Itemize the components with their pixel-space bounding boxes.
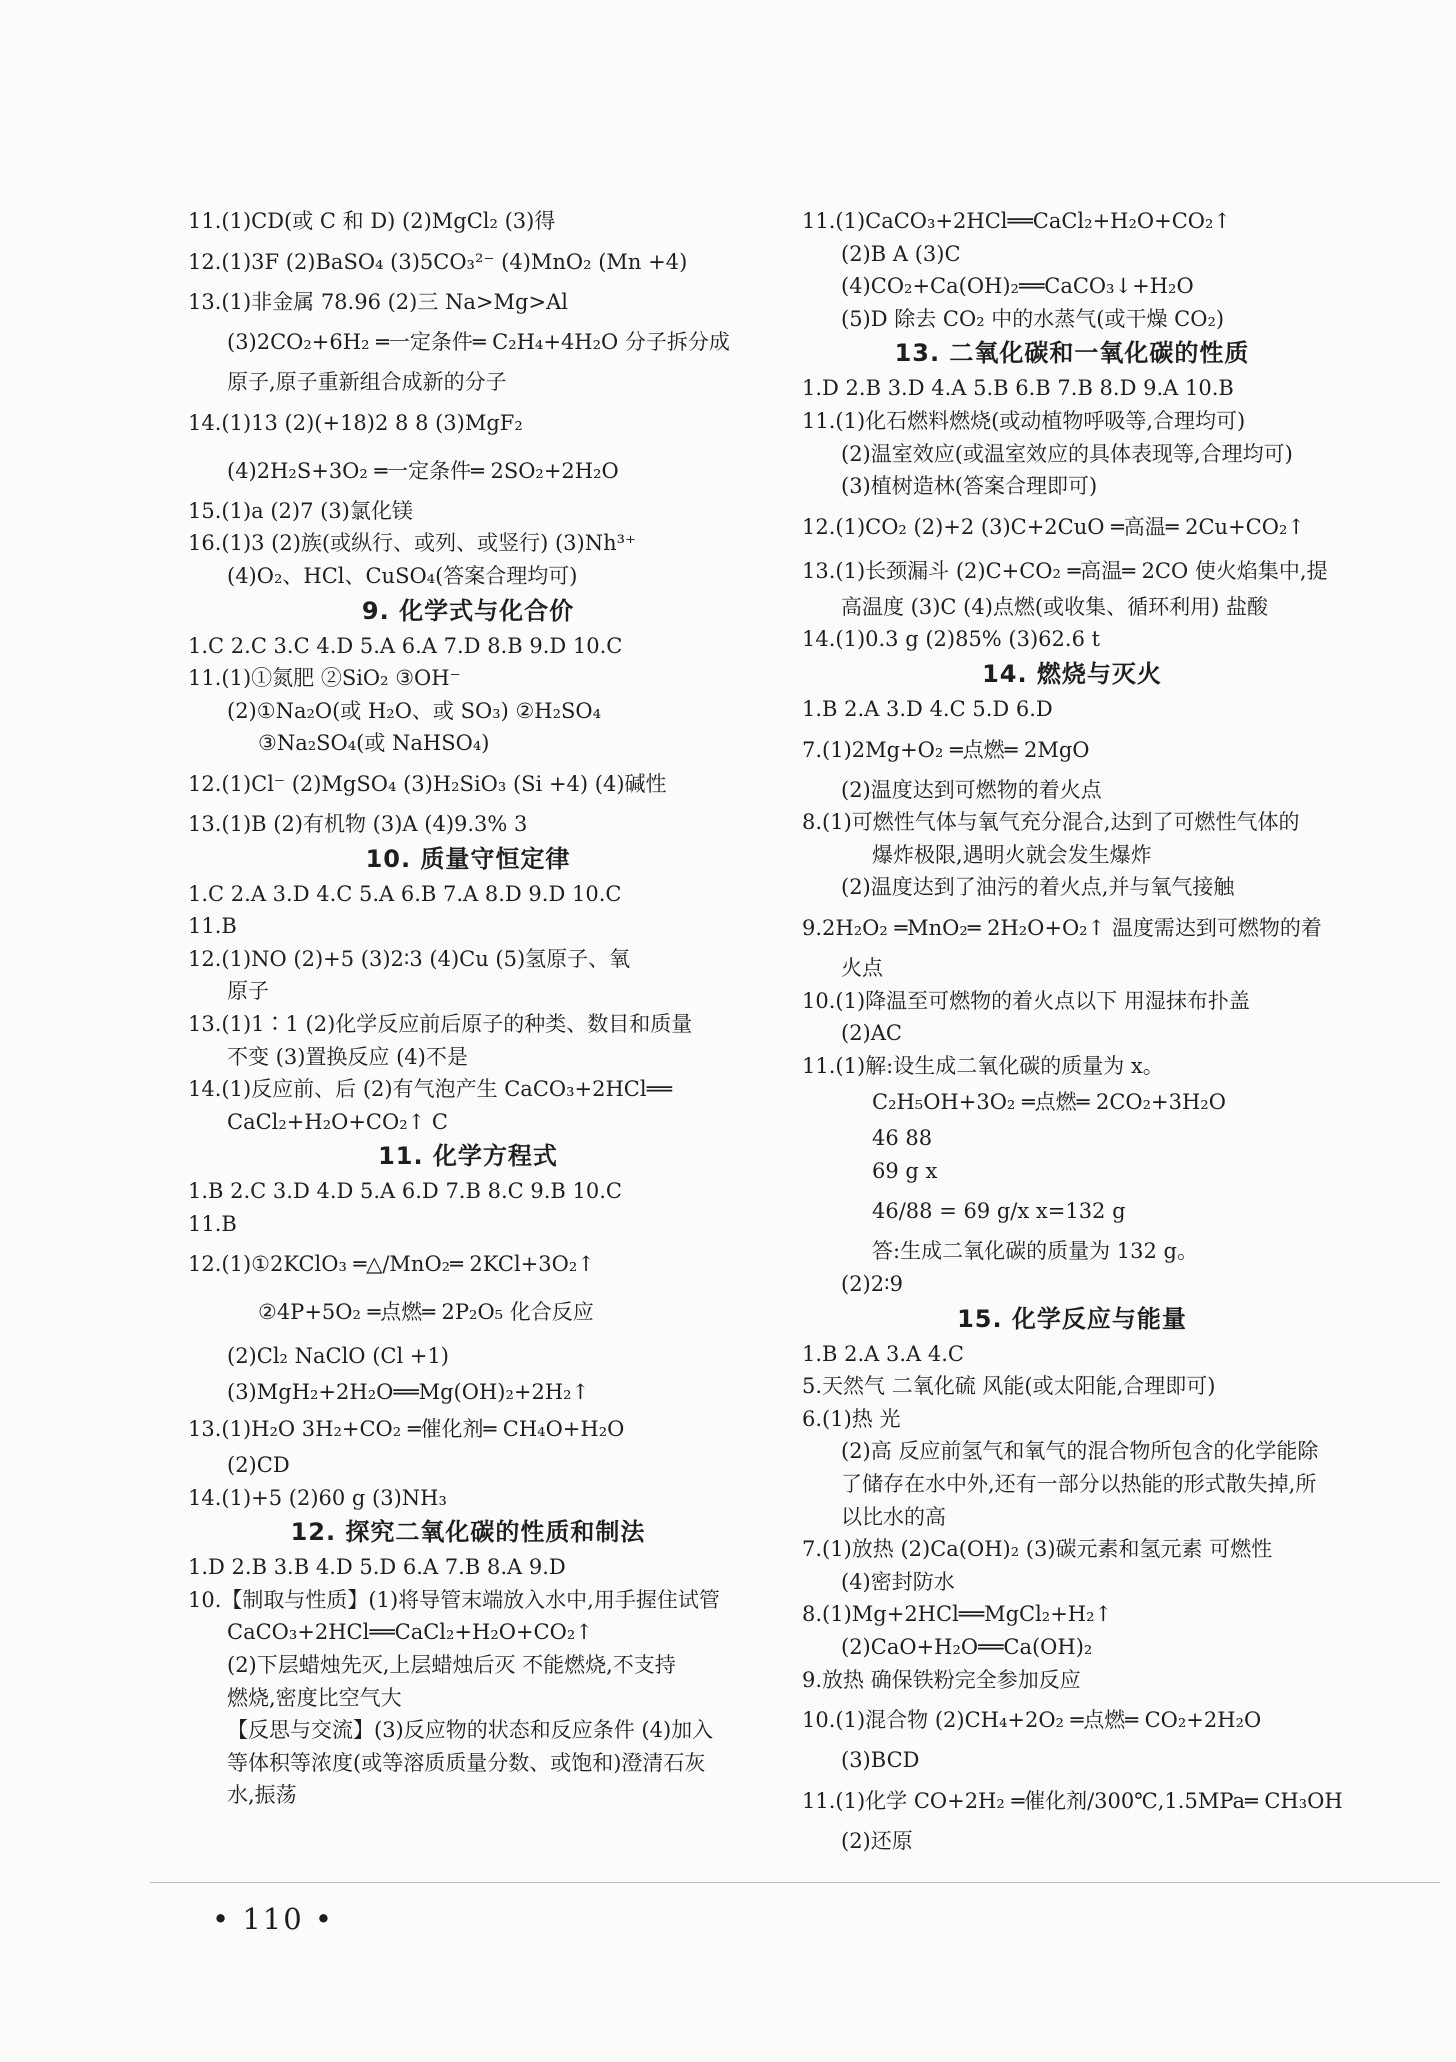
answer-line: (4)密封防水: [841, 1569, 955, 1594]
answer-line: 11.(1)化石燃料燃烧(或动植物呼吸等,合理均可): [802, 408, 1246, 433]
answer-line: 9.放热 确保铁粉完全参加反应: [802, 1667, 1081, 1692]
answer-line: (3)2CO₂+6H₂ ═一定条件═ C₂H₄+4H₂O 分子拆分成: [227, 330, 730, 355]
answer-line: (4)CO₂+Ca(OH)₂══CaCO₃↓+H₂O: [841, 274, 1194, 299]
answer-line: 15.(1)a (2)7 (3)氯化镁: [188, 498, 413, 523]
answer-line: (2)还原: [841, 1828, 913, 1853]
answer-line: 12.(1)3F (2)BaSO₄ (3)5CO₃²⁻ (4)MnO₂ (Mn +4): [188, 249, 688, 274]
answer-line: 46 88: [872, 1126, 933, 1151]
answer-line: 14.(1)0.3 g (2)85% (3)62.6 t: [802, 627, 1101, 652]
answer-line: 不变 (3)置换反应 (4)不是: [227, 1044, 468, 1069]
answer-line: 【反思与交流】(3)反应物的状态和反应条件 (4)加入: [227, 1718, 714, 1743]
answer-line: (4)2H₂S+3O₂ ═一定条件═ 2SO₂+2H₂O: [227, 458, 619, 483]
footer-rule: [150, 1882, 1440, 1883]
answer-line: C₂H₅OH+3O₂ ═点燃═ 2CO₂+3H₂O: [872, 1090, 1226, 1115]
answer-line: (2)2∶9: [841, 1272, 903, 1297]
answer-line: ②4P+5O₂ ═点燃═ 2P₂O₅ 化合反应: [258, 1300, 594, 1325]
answer-line: 46/88 = 69 g/x x=132 g: [872, 1199, 1126, 1224]
answer-line: 69 g x: [872, 1158, 938, 1183]
answer-line: 1.B 2.A 3.A 4.C: [802, 1341, 965, 1366]
answer-line: 12.(1)①2KClO₃ ═△/MnO₂═ 2KCl+3O₂↑: [188, 1252, 595, 1277]
section-heading: 10. 质量守恒定律: [365, 844, 571, 873]
answer-line: (2)温室效应(或温室效应的具体表现等,合理均可): [841, 441, 1293, 466]
answer-line: CaCl₂+H₂O+CO₂↑ C: [227, 1109, 448, 1134]
answer-line: 12.(1)NO (2)+5 (3)2∶3 (4)Cu (5)氢原子、氧: [188, 946, 631, 971]
answer-line: 7.(1)放热 (2)Ca(OH)₂ (3)碳元素和氢元素 可燃性: [802, 1537, 1273, 1562]
page-number: • 110 •: [212, 1902, 334, 1936]
answer-line: (2)温度达到可燃物的着火点: [841, 777, 1102, 802]
answer-line: 火点: [841, 955, 883, 980]
right-column: [802, 205, 1342, 1857]
answer-line: 燃烧,密度比空气大: [227, 1685, 402, 1710]
answer-line: 5.天然气 二氧化硫 风能(或太阳能,合理即可): [802, 1374, 1216, 1399]
section-heading: 15. 化学反应与能量: [957, 1304, 1187, 1333]
answer-line: 11.(1)CaCO₃+2HCl══CaCl₂+H₂O+CO₂↑: [802, 209, 1232, 233]
answer-line: (2)高 反应前氢气和氧气的混合物所包含的化学能除: [841, 1439, 1319, 1464]
answer-line: (2)CaO+H₂O══Ca(OH)₂: [841, 1635, 1093, 1659]
answer-line: 等体积等浓度(或等溶质质量分数、或饱和)澄清石灰: [227, 1750, 706, 1775]
section-heading: 14. 燃烧与灭火: [982, 659, 1162, 688]
answer-line: (2)下层蜡烛先灭,上层蜡烛后灭 不能燃烧,不支持: [227, 1653, 676, 1678]
answer-line: 1.B 2.A 3.D 4.C 5.D 6.D: [802, 696, 1053, 721]
answer-line: 答:生成二氧化碳的质量为 132 g。: [872, 1239, 1198, 1264]
answer-line: 原子: [227, 979, 269, 1004]
answer-line: (2)Cl₂ NaClO (Cl +1): [227, 1344, 449, 1369]
answer-line: 10.【制取与性质】(1)将导管末端放入水中,用手握住试管: [188, 1587, 720, 1612]
answer-line: 10.(1)降温至可燃物的着火点以下 用湿抹布扑盖: [802, 988, 1250, 1013]
answer-line: (2)B A (3)C: [841, 241, 961, 266]
answer-line: 14.(1)+5 (2)60 g (3)NH₃: [188, 1485, 447, 1510]
answer-line: 高温度 (3)C (4)点燃(或收集、循环利用) 盐酸: [841, 594, 1268, 619]
answer-line: 水,振荡: [227, 1783, 297, 1808]
section-heading: 13. 二氧化碳和一氧化碳的性质: [894, 339, 1250, 368]
answer-line: 爆炸极限,遇明火就会发生爆炸: [872, 842, 1152, 867]
section-heading: 9. 化学式与化合价: [361, 596, 575, 625]
left-column: [188, 205, 748, 1812]
answer-line: 6.(1)热 光: [802, 1406, 901, 1431]
answer-line: 1.C 2.A 3.D 4.C 5.A 6.B 7.A 8.D 9.D 10.C: [188, 881, 622, 906]
answer-line: 16.(1)3 (2)族(或纵行、或列、或竖行) (3)Nh³⁺: [188, 531, 637, 556]
answer-line: 11.B: [188, 914, 237, 939]
answer-line: 原子,原子重新组合成新的分子: [227, 370, 507, 395]
answer-line: (2)CD: [227, 1453, 290, 1478]
answer-line: 1.D 2.B 3.B 4.D 5.D 6.A 7.B 8.A 9.D: [188, 1555, 566, 1580]
answer-line: (2)①Na₂O(或 H₂O、或 SO₃) ②H₂SO₄: [227, 698, 602, 723]
answer-line: 8.(1)Mg+2HCl══MgCl₂+H₂↑: [802, 1602, 1113, 1627]
answer-line: 11.(1)化学 CO+2H₂ ═催化剂/300℃,1.5MPa═ CH₃OH: [802, 1788, 1343, 1813]
answer-line: 以比水的高: [841, 1504, 946, 1529]
answer-line: 11.(1)①氮肥 ②SiO₂ ③OH⁻: [188, 666, 461, 691]
answer-line: 11.(1)CD(或 C 和 D) (2)MgCl₂ (3)得: [188, 209, 556, 233]
answer-line: 1.B 2.C 3.D 4.D 5.A 6.D 7.B 8.C 9.B 10.C: [188, 1179, 622, 1204]
answer-line: 14.(1)反应前、后 (2)有气泡产生 CaCO₃+2HCl══: [188, 1077, 672, 1102]
answer-line: 11.B: [188, 1211, 237, 1236]
answer-line: (5)D 除去 CO₂ 中的水蒸气(或干燥 CO₂): [841, 306, 1225, 331]
section-heading: 12. 探究二氧化碳的性质和制法: [290, 1518, 646, 1547]
answer-line: 13.(1)1∶1 (2)化学反应前后原子的种类、数目和质量: [188, 1011, 693, 1036]
answer-line: 8.(1)可燃性气体与氧气充分混合,达到了可燃性气体的: [802, 810, 1300, 835]
answer-line: (2)温度达到了油污的着火点,并与氧气接触: [841, 875, 1235, 900]
section-heading: 11. 化学方程式: [378, 1142, 558, 1171]
answer-line: CaCO₃+2HCl══CaCl₂+H₂O+CO₂↑: [227, 1620, 593, 1645]
answer-line: 12.(1)Cl⁻ (2)MgSO₄ (3)H₂SiO₃ (Si +4) (4)碱性: [188, 771, 667, 796]
answer-line: 13.(1)长颈漏斗 (2)C+CO₂ ═高温═ 2CO 使火焰集中,提: [802, 558, 1328, 583]
answer-line: 10.(1)混合物 (2)CH₄+2O₂ ═点燃═ CO₂+2H₂O: [802, 1708, 1262, 1733]
answer-line: (3)BCD: [841, 1748, 920, 1773]
answer-line: 13.(1)H₂O 3H₂+CO₂ ═催化剂═ CH₄O+H₂O: [188, 1417, 625, 1442]
answer-line: 14.(1)13 (2)(+18)2 8 8 (3)MgF₂: [188, 410, 523, 435]
answer-line: 1.D 2.B 3.D 4.A 5.B 6.B 7.B 8.D 9.A 10.B: [802, 376, 1234, 401]
answer-line: 了储存在水中外,还有一部分以热能的形式散失掉,所: [841, 1472, 1317, 1497]
answer-line: 13.(1)非金属 78.96 (2)三 Na>Mg>Al: [188, 289, 568, 314]
answer-line: 1.C 2.C 3.C 4.D 5.A 6.A 7.D 8.B 9.D 10.C: [188, 633, 623, 658]
answer-line: 12.(1)CO₂ (2)+2 (3)C+2CuO ═高温═ 2Cu+CO₂↑: [802, 514, 1305, 539]
answer-line: (2)AC: [841, 1021, 902, 1046]
answer-line: 11.(1)解:设生成二氧化碳的质量为 x。: [802, 1053, 1164, 1078]
answer-line: 7.(1)2Mg+O₂ ═点燃═ 2MgO: [802, 737, 1090, 762]
answer-line: 9.2H₂O₂ ═MnO₂═ 2H₂O+O₂↑ 温度需达到可燃物的着: [802, 915, 1322, 940]
answer-line: (3)MgH₂+2H₂O══Mg(OH)₂+2H₂↑: [227, 1380, 590, 1405]
answer-line: (3)植树造林(答案合理即可): [841, 474, 1098, 499]
answer-line: ③Na₂SO₄(或 NaHSO₄): [258, 731, 490, 756]
answer-line: 13.(1)B (2)有机物 (3)A (4)9.3% 3: [188, 811, 528, 836]
answer-line: (4)O₂、HCl、CuSO₄(答案合理均可): [227, 563, 578, 588]
